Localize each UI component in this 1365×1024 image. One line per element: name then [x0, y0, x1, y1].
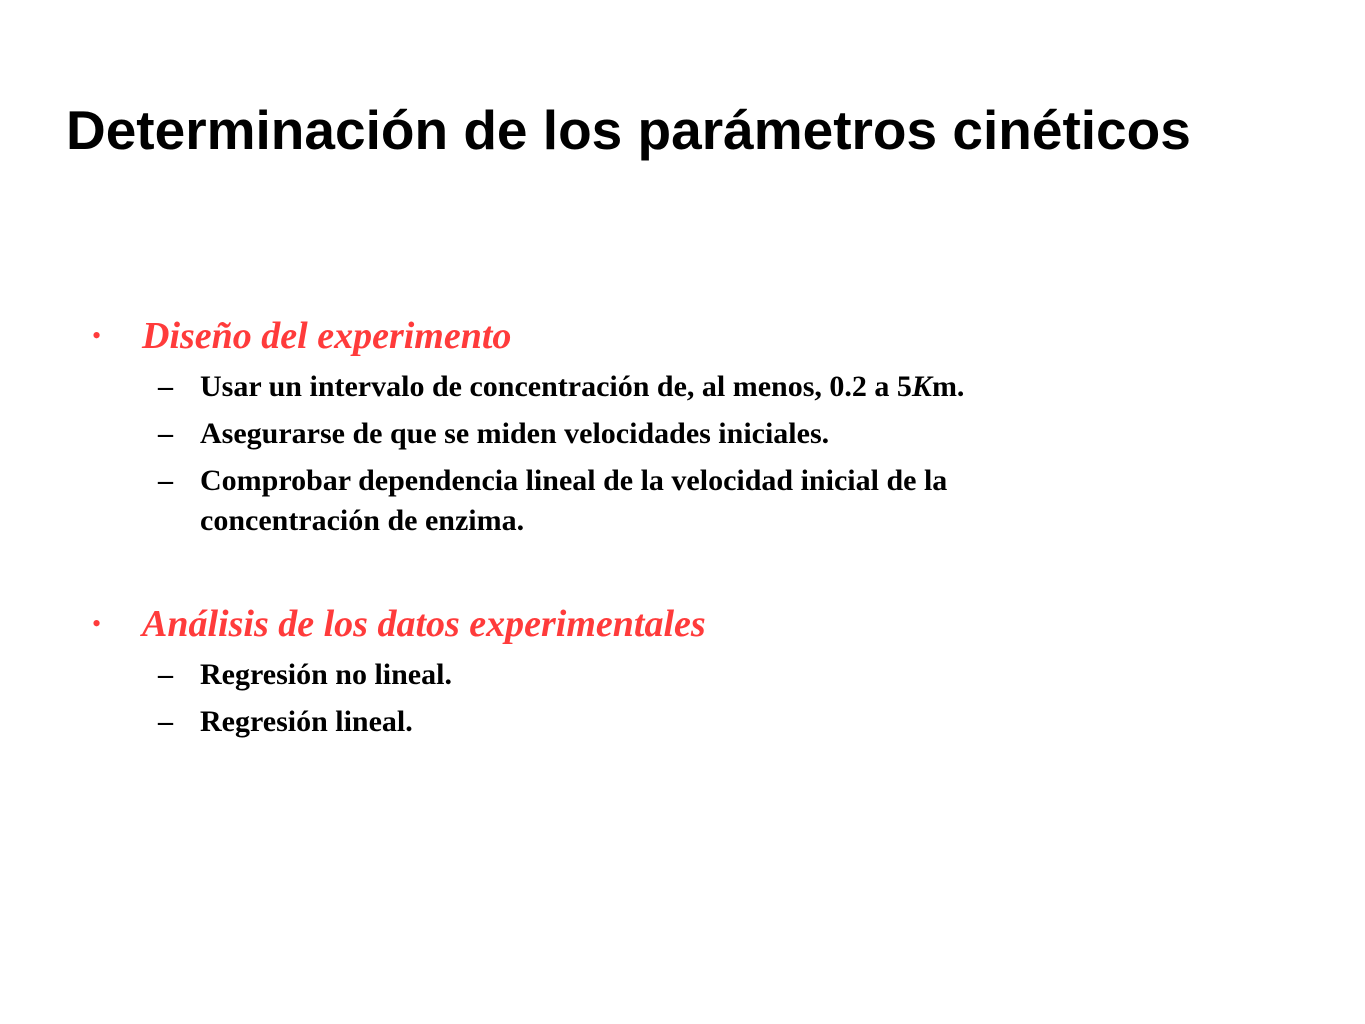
sub-item-text-part: m.	[931, 370, 965, 403]
sub-item-text	[200, 367, 1120, 407]
sub-item	[92, 461, 1192, 541]
sub-item-text: Regresión lineal.	[200, 705, 413, 738]
bullet-point: •	[92, 321, 102, 350]
sub-item	[92, 414, 1192, 454]
sub-item	[92, 655, 1192, 695]
sub-item-list	[92, 367, 1192, 541]
sub-item	[92, 367, 1192, 407]
dash-marker: –	[158, 464, 173, 497]
section-experiment-design	[92, 313, 1192, 548]
dash-marker: –	[158, 370, 173, 403]
section-heading-text: Análisis de los datos experimentales	[142, 603, 706, 645]
slide-title: Determinación de los parámetros cinéticos	[66, 99, 1191, 161]
section-heading	[92, 601, 1192, 647]
dash-marker: –	[158, 658, 173, 691]
section-heading-text: Diseño del experimento	[142, 315, 512, 357]
sub-item-text-italic: K	[911, 370, 932, 403]
sub-item-text: Regresión no lineal.	[200, 658, 452, 691]
section-data-analysis	[92, 601, 1192, 749]
dash-marker: –	[158, 705, 173, 738]
sub-item	[92, 702, 1192, 742]
section-heading	[92, 313, 1192, 359]
bullet-point: •	[92, 609, 102, 638]
sub-item-text: Comprobar dependencia lineal de la velocidad inicial de la concentración de enzima.	[200, 464, 948, 537]
dash-marker: –	[158, 417, 173, 450]
sub-item-text-part: Usar un intervalo de concentración de, al menos, 0.2 a 5	[200, 370, 912, 403]
sub-item-list	[92, 655, 1192, 742]
sub-item-text: Asegurarse de que se miden velocidades iniciales.	[200, 417, 830, 450]
